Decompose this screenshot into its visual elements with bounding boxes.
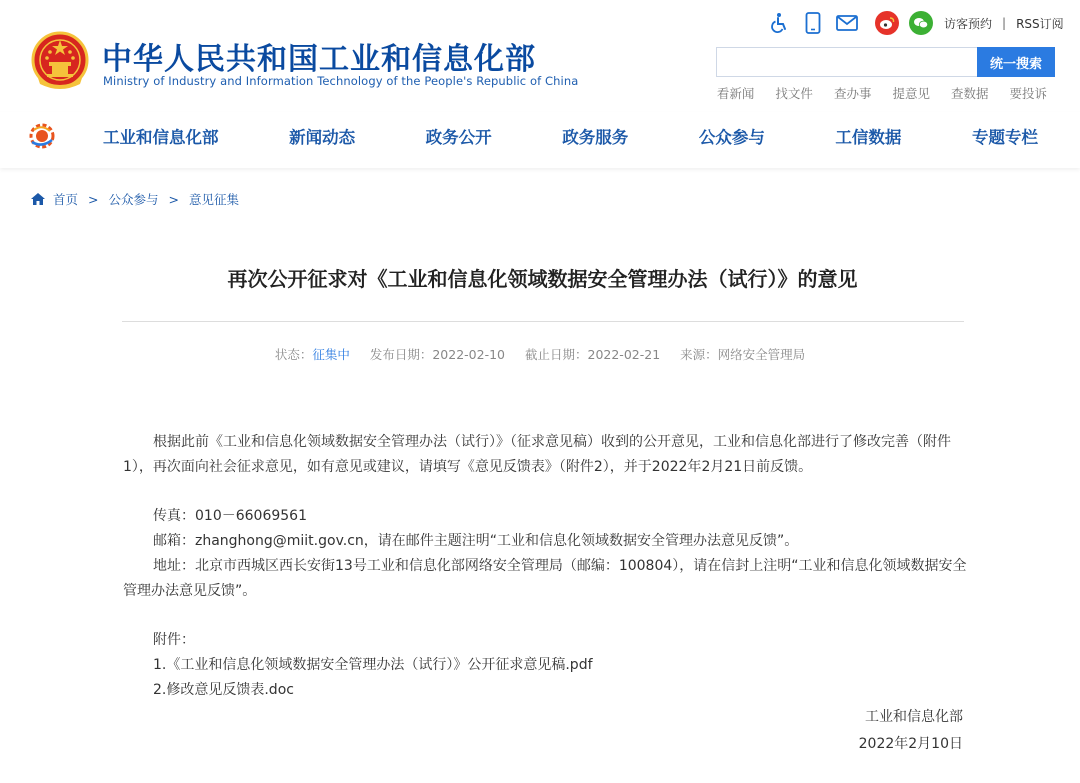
breadcrumb-separator: >	[168, 191, 179, 207]
article-content	[123, 430, 967, 757]
fax-line: 传真：010－66069561	[153, 508, 307, 524]
nav-item-topics[interactable]: 专题专栏	[971, 128, 1038, 147]
meta-status-label: 状态：	[274, 347, 313, 362]
quick-link-news[interactable]: 看新闻	[716, 86, 755, 101]
site-subtitle: Ministry of Industry and Information Technology of the People's Republic of China	[103, 74, 579, 88]
nav-item-news[interactable]: 新闻动态	[289, 128, 356, 147]
quick-link-services[interactable]: 查办事	[833, 86, 872, 101]
meta-source-label: 来源：	[680, 347, 718, 362]
meta-publish-value: 2022-02-10	[432, 347, 505, 362]
breadcrumb-separator: >	[88, 191, 99, 207]
breadcrumb-solicitation[interactable]: 意见征集	[189, 192, 240, 207]
site-title: 中华人民共和国工业和信息化部	[102, 42, 536, 77]
title-divider	[122, 321, 964, 322]
search-button[interactable]: 统一搜索	[977, 47, 1055, 77]
nav-items	[103, 124, 1038, 148]
article-meta	[0, 345, 1080, 363]
quick-link-suggest[interactable]: 提意见	[892, 86, 930, 101]
meta-publish-label: 发布日期：	[369, 347, 433, 362]
mail-icon[interactable]	[834, 10, 860, 36]
attachment-link-1[interactable]: 1.《工业和信息化领域数据安全管理办法（试行）》公开征求意见稿.pdf	[153, 657, 593, 673]
article-title: 再次公开征求对《工业和信息化领域数据安全管理办法（试行）》的意见	[227, 267, 858, 291]
meta-source-value: 网络安全管理局	[717, 347, 806, 362]
top-toolbar	[766, 10, 1064, 36]
attachments-label: 附件：	[153, 632, 195, 648]
rss-link[interactable]: RSS订阅	[1016, 16, 1064, 31]
meta-publish-date	[370, 347, 505, 362]
mobile-icon[interactable]	[800, 10, 826, 36]
breadcrumb-home[interactable]: 首页	[53, 192, 79, 207]
nav-item-ministry[interactable]: 工业和信息化部	[103, 128, 219, 147]
nav-logo-icon[interactable]	[28, 122, 56, 150]
nav-item-gov-affairs[interactable]: 政务公开	[425, 128, 492, 147]
meta-deadline	[525, 347, 660, 362]
weibo-icon[interactable]	[874, 10, 900, 36]
email-line: 邮箱：zhanghong@miit.gov.cn，请在邮件主题注明“工业和信息化领域数据安全管理办法意见反馈”。	[153, 533, 799, 549]
quick-links	[696, 84, 1047, 102]
signature-org: 工业和信息化部	[865, 709, 963, 725]
meta-status	[275, 347, 350, 362]
main-nav	[0, 112, 1080, 168]
attachment-link-2[interactable]: 2.修改意见反馈表.doc	[153, 682, 294, 698]
meta-deadline-label: 截止日期：	[524, 347, 588, 362]
signature-date: 2022年2月10日	[858, 736, 963, 752]
breadcrumb	[30, 190, 239, 208]
home-icon[interactable]	[30, 192, 46, 206]
wechat-icon[interactable]	[908, 10, 934, 36]
nav-item-data[interactable]: 工信数据	[835, 128, 902, 147]
meta-source	[680, 347, 805, 362]
nav-item-gov-services[interactable]: 政务服务	[562, 128, 629, 147]
top-separator: |	[1002, 16, 1007, 30]
quick-link-files[interactable]: 找文件	[775, 86, 813, 101]
intro-paragraph: 根据此前《工业和信息化领域数据安全管理办法（试行）》（征求意见稿）收到的公开意见，工业和信息化部进行了修改完善（附件1），再次面向社会征求意见，如有意见或建议，请填写《意见反馈表》（附件2），并于2022年2月21日前反馈。	[123, 434, 951, 475]
meta-deadline-value: 2022-02-21	[587, 347, 661, 362]
nav-item-public-participation[interactable]: 公众参与	[698, 128, 765, 147]
national-emblem-icon[interactable]	[30, 30, 90, 92]
quick-link-data[interactable]: 查数据	[950, 86, 989, 101]
meta-status-value: 征集中	[312, 347, 350, 362]
quick-link-complaint[interactable]: 要投诉	[1009, 86, 1047, 101]
site-header	[0, 0, 1080, 112]
breadcrumb-public-participation[interactable]: 公众参与	[108, 192, 159, 207]
accessibility-icon[interactable]	[766, 10, 792, 36]
address-line: 地址：北京市西城区西长安街13号工业和信息化部网络安全管理局（邮编：100804），请在信封上注明“工业和信息化领域数据安全管理办法意见反馈”。	[123, 558, 967, 599]
visit-appointment-link[interactable]: 访客预约	[944, 16, 993, 31]
search-input[interactable]	[716, 47, 978, 77]
